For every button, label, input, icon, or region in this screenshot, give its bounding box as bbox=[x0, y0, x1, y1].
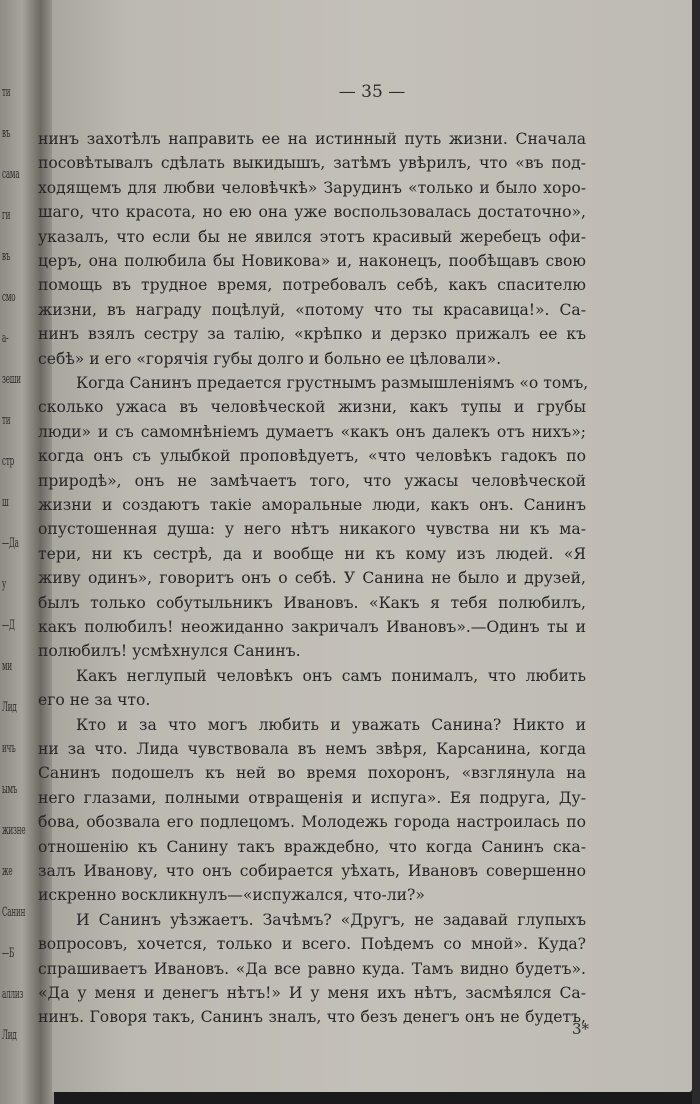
text-line: люди» и съ самомнѣніемъ думаетъ «какъ онъ далекъ отъ нихъ»; bbox=[38, 422, 586, 441]
text-line: спрашиваетъ Ивановъ. «Да все равно куда. Тамъ видно будетъ». bbox=[38, 959, 586, 978]
left-page-fragment: въ bbox=[2, 126, 11, 141]
text-line: него глазами, полными отвращенія и испуга». Ея подруга, Ду- bbox=[38, 788, 586, 807]
text-line: полюбилъ! усмѣхнулся Санинъ. bbox=[38, 642, 301, 661]
signature-mark: 3* bbox=[572, 1020, 590, 1038]
left-page-fragment: ымъ bbox=[2, 782, 18, 797]
text-line: посовѣтывалъ сдѣлать выкидышъ, затѣмъ увѣрилъ, что «въ под- bbox=[38, 154, 586, 173]
text-line: искренно воскликнулъ—«испужался, что-ли?» bbox=[38, 886, 425, 905]
left-page-fragment: же bbox=[2, 864, 13, 879]
text-line: когда онъ съ улыбкой проповѣдуетъ, «что человѣкъ гадокъ по bbox=[38, 447, 586, 466]
left-page-fragment: жизне bbox=[2, 823, 26, 838]
text-line: ни за что. Лида чувствовала въ немъ звѣря, Карсанина, когда bbox=[38, 740, 586, 758]
text-line: церъ, она полюбила бы Новикова» и, наконецъ, пообѣщавъ свою bbox=[38, 252, 586, 270]
left-page-fragment: а- bbox=[2, 331, 9, 346]
text-line: залъ Иванову, что онъ собирается уѣхать, Ивановъ совершенно bbox=[38, 862, 586, 880]
text-line: сколько ужаса въ человѣческой жизни, какъ тупы и грубы bbox=[38, 398, 586, 417]
left-page-fragment: смо bbox=[2, 290, 16, 305]
right-dark-edge bbox=[692, 0, 700, 1104]
text-line: отношенію къ Санину такъ враждебно, что когда Санинъ ска- bbox=[38, 837, 586, 856]
text-line: себѣ» и его «горячія губы долго и больно ее цѣловали». bbox=[38, 349, 502, 368]
text-line: нинъ взялъ сестру за талію, «крѣпко и дерзко прижалъ ее къ bbox=[38, 325, 586, 344]
book-page bbox=[38, 0, 692, 1092]
text-line: указалъ, что если бы не явился этотъ красивый жеребецъ офи- bbox=[38, 227, 586, 246]
left-page-fragment: Лид bbox=[2, 700, 17, 715]
left-page-fragment: ш bbox=[2, 495, 9, 510]
left-page-fragment: Лид bbox=[2, 1028, 17, 1043]
left-page-fragment: —Б bbox=[2, 946, 15, 961]
text-line: И Санинъ уѣзжаетъ. Зачѣмъ? «Другъ, не задавай глупыхъ bbox=[76, 910, 586, 929]
text-line: его не за что. bbox=[38, 691, 151, 710]
text-line: Какъ неглупый человѣкъ онъ самъ понималъ, что любить bbox=[76, 666, 586, 685]
left-page-fragment: —Да bbox=[2, 536, 19, 551]
text-line: жизни, въ награду поцѣлуй, «потому что ты красавица!». Са- bbox=[38, 300, 586, 319]
text-line: нинъ. Говоря такъ, Санинъ зналъ, что безъ денегъ онъ не будетъ, bbox=[38, 1008, 586, 1027]
text-line: «Да у меня и денегъ нѣтъ!» И у меня ихъ нѣтъ, засмѣялся Са- bbox=[38, 984, 586, 1002]
left-page-fragment: аллиз bbox=[2, 987, 24, 1002]
text-line: опустошенная душа: у него нѣтъ никакого чувства ни къ ма- bbox=[38, 520, 586, 539]
text-line: нинъ захотѣлъ направить ее на истинный путь жизни. Сначала bbox=[38, 130, 586, 148]
text-line: Когда Санинъ предается грустнымъ размышленіямъ «о томъ, bbox=[76, 374, 589, 392]
left-page-fragment: у bbox=[2, 577, 7, 592]
left-page-fragment: зеши bbox=[2, 372, 21, 387]
text-line: былъ только собутыльникъ Ивановъ. «Какъ я тебя полюбилъ, bbox=[38, 593, 586, 612]
text-line: вопросовъ, хочется, только и всего. Поѣдемъ со мной». Куда? bbox=[38, 935, 586, 954]
left-page-fragment: сама bbox=[2, 167, 20, 182]
text-line: Санинъ подошелъ къ ней во время похоронъ, «взглянула на bbox=[38, 764, 586, 783]
left-page-fragment: въ bbox=[2, 249, 11, 264]
text-line: природѣ», онъ не замѣчаетъ того, что ужасы человѣческой bbox=[38, 471, 586, 490]
left-page-fragment: ичъ bbox=[2, 741, 16, 756]
text-line: шаго, что красота, но ею она уже воспользовалась достаточно», bbox=[38, 203, 586, 222]
text-line: жизни и создаютъ такіе аморальные люди, какъ онъ. Санинъ bbox=[38, 496, 586, 514]
text-line: ходящемъ для любви человѣчкѣ» Зарудинъ «только и было хоро- bbox=[38, 178, 586, 197]
left-page-fragment: —Д bbox=[2, 618, 15, 633]
previous-page-edge bbox=[0, 0, 40, 1104]
left-page-fragment: ми bbox=[2, 659, 13, 674]
left-page-fragment: стр bbox=[2, 454, 15, 469]
text-line: живу одинъ», говоритъ онъ о себѣ. У Санина не было и друзей, bbox=[38, 569, 586, 588]
left-page-fragment: ти bbox=[2, 413, 11, 428]
text-line: тери, ни къ сестрѣ, да и вообще ни къ кому изъ людей. «Я bbox=[38, 544, 586, 563]
page-number: — 35 — bbox=[338, 82, 406, 102]
text-line: Кто и за что могъ любить и уважать Санина? Никто и bbox=[76, 715, 586, 734]
text-line: бова, обозвала его подлецомъ. Молодежь города настроилась по bbox=[38, 813, 586, 832]
left-page-fragment: ги bbox=[2, 208, 11, 223]
text-line: какъ полюбилъ! неожиданно закричалъ Ивановъ».—Одинъ ты и bbox=[38, 618, 586, 636]
left-page-fragment: Санин bbox=[2, 905, 26, 920]
left-page-fragment: ти bbox=[2, 85, 11, 100]
text-line: помощь въ трудное время, потребовалъ себѣ, какъ спасителю bbox=[38, 276, 586, 295]
